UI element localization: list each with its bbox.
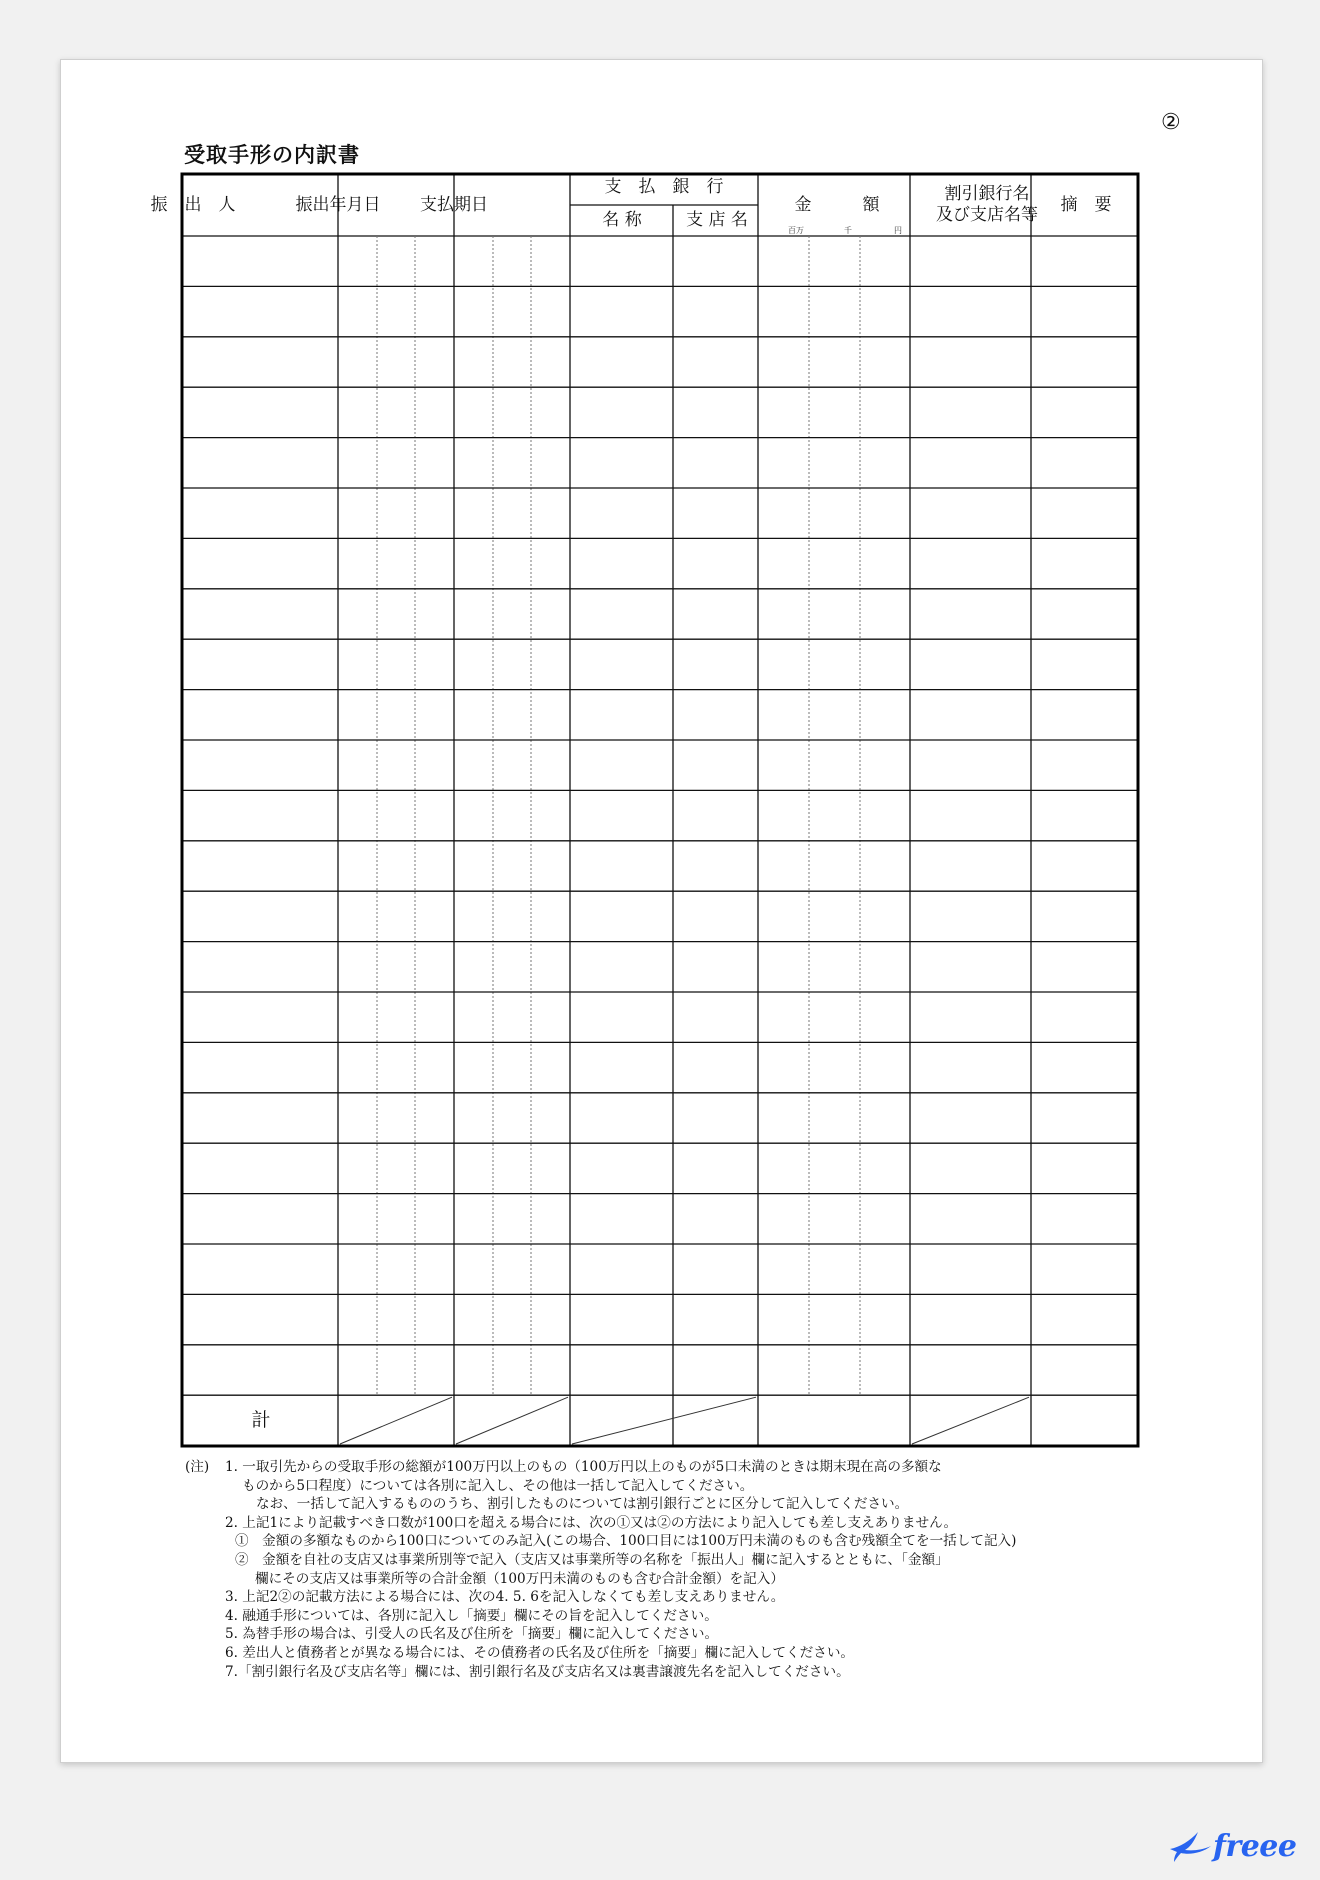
form-page [60, 59, 1263, 1763]
header-discount-bank-line2: 及び支店名等 [936, 205, 1038, 225]
amount-unit-thousand: 千 [844, 226, 852, 235]
page-number: ② [1161, 110, 1181, 135]
note-line: 1. 一取引先からの受取手形の総額が100万円以上のもの（100万円以上のものが5口未満のときは期末現在高の多額な [225, 1459, 942, 1475]
note-line: 3. 上記2②の記載方法による場合には、次の4. 5. 6を記入しなくても差し支えありません。 [225, 1589, 785, 1606]
total-cell-diagonal [572, 1397, 756, 1444]
notes-receivable-table [61, 60, 1262, 1460]
amount-unit-yen: 円 [894, 226, 902, 235]
header-amount: 金 額 [794, 195, 880, 215]
total-cell-diagonal [912, 1397, 1029, 1444]
freee-logo [1168, 1826, 1296, 1866]
note-line: 5. 為替手形の場合は、引受人の氏名及び住所を「摘要」欄に記入してください。 [225, 1626, 719, 1643]
note-line: ① 金額の多額なものから100口についてのみ記入(この場合、100口目には100万円未満のものも含む残額全てを一括して記入) [235, 1533, 1017, 1550]
note-line: なお、一括して記入するもののうち、割引したものについては割引銀行ごとに区分して記入してください。 [256, 1496, 909, 1513]
header-drawer: 振 出 人 [150, 195, 236, 215]
note-line: 7.「割引銀行名及び支店名等」欄には、割引銀行名及び支店名又は裏書譲渡先名を記入してください。 [225, 1663, 850, 1680]
header-issue-date: 振出年月日 [295, 195, 381, 215]
header-branch-name: 支 店 名 [686, 210, 748, 230]
notes-section [185, 1458, 1205, 1681]
header-remarks: 摘 要 [1060, 195, 1112, 215]
header-bank-name: 名 称 [602, 210, 642, 230]
header-discount-bank-line1: 割引銀行名 [944, 184, 1030, 204]
note-line: ものから5口程度）については各別に記入し、その他は一括して記入してください。 [242, 1477, 754, 1494]
table-header [151, 177, 1112, 235]
header-paying-bank: 支 払 銀 行 [604, 177, 724, 197]
bird-icon [1168, 1829, 1212, 1863]
notes-lead: (注) [185, 1459, 210, 1475]
document-title: 受取手形の内訳書 [184, 143, 360, 167]
table-outer-border [182, 174, 1138, 1446]
note-line: 2. 上記1により記載すべき口数が100口を超える場合には、次の①又は②の方法により記入しても差し支えありません。 [225, 1514, 958, 1531]
total-row-label: 計 [251, 1409, 271, 1431]
note-line: 4. 融通手形については、各別に記入し「摘要」欄にその旨を記入してください。 [225, 1607, 718, 1624]
total-cell-diagonal [340, 1397, 452, 1444]
note-line: ② 金額を自社の支店又は事業所別等で記入（支店又は事業所等の名称を「振出人」欄に記入するとともに、「金額」 [235, 1551, 949, 1568]
header-due-date: 支払期日 [420, 195, 488, 215]
note-line: 6. 差出人と債務者とが異なる場合には、その債務者の氏名及び住所を「摘要」欄に記入してください。 [225, 1644, 855, 1661]
amount-unit-million: 百万 [788, 226, 804, 235]
freee-logo-text: freee [1213, 1828, 1297, 1864]
table-grid [182, 174, 1138, 1446]
note-line: 欄にその支店又は事業所等の合計金額（100万円未満のものも含む合計金額）を記入） [255, 1570, 784, 1587]
total-cell-diagonal [456, 1397, 568, 1444]
